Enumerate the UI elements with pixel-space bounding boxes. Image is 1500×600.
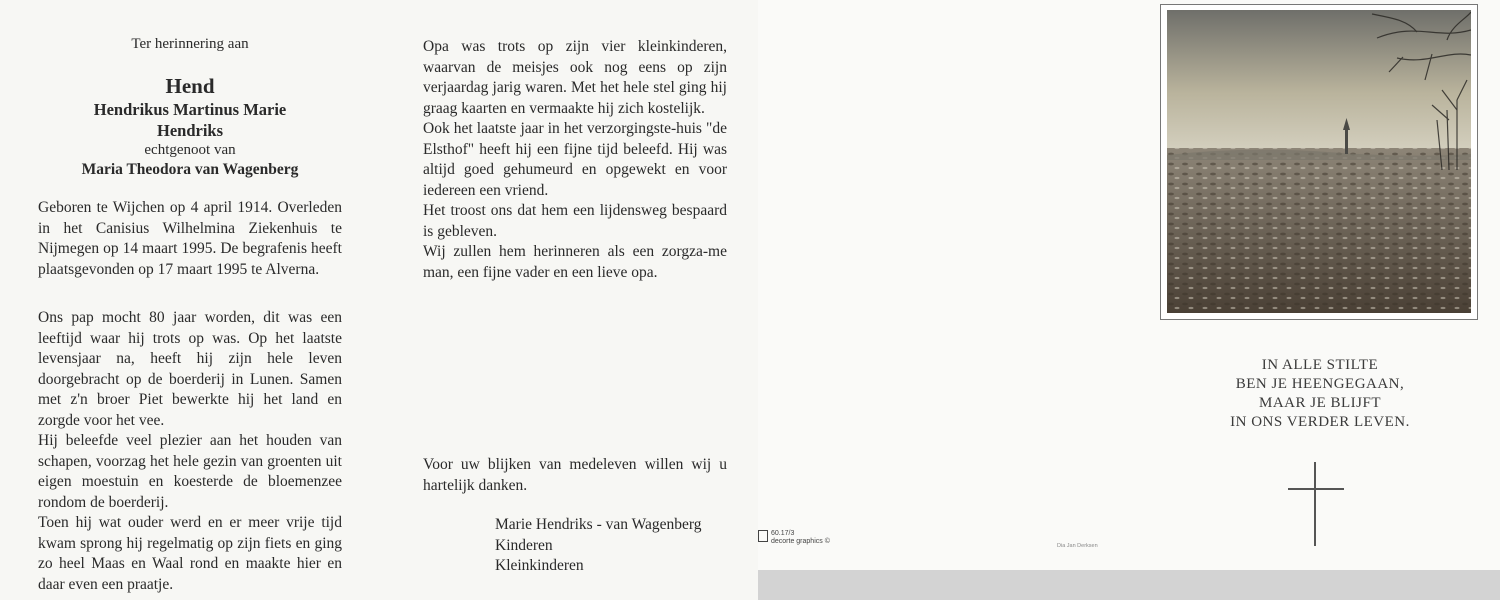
- printer-mark: [758, 530, 830, 546]
- quote-line: IN ALLE STILTE: [1261, 357, 1379, 373]
- life-story: [38, 308, 342, 595]
- memory-paragraph: Het troost ons dat hem een lijdensweg bespaard is gebleven.: [423, 202, 727, 240]
- signature-block: [495, 515, 745, 577]
- thanks-note: [423, 455, 727, 496]
- quote-line: MAAR JE BLIJFT: [1258, 395, 1381, 411]
- background-strip: [758, 570, 1500, 600]
- grandfather-memories: [423, 37, 727, 283]
- memory-paragraph: Wij zullen hem herinneren als een zorgza-me man, een fijne vader en een lieve opa.: [423, 243, 727, 281]
- full-name-line-2: Hendriks: [156, 121, 224, 140]
- heading-intro: Ter herinnering aan: [131, 36, 249, 52]
- full-name-line-1: Hendrikus Martinus Marie: [93, 100, 287, 119]
- biography-text: Geboren te Wijchen op 4 april 1914. Overleden in het Canisius Wilhelmina Ziekenhuis te Nijmegen op 14 maart 1995. De begrafenis heeft plaatsgevonden op 17 maart 1995 te Alverna.: [38, 199, 342, 278]
- spouse-name: Maria Theodora van Wagenberg: [81, 161, 299, 178]
- signature-line: Kleinkinderen: [495, 557, 584, 574]
- story-paragraph: Hij beleefde veel plezier aan het houden van schapen, voorzag het hele gezin van groenten uit eigen moestuin en koesterde de bloemenzee rondom de boerderij.: [38, 432, 342, 511]
- signature-line: Marie Hendriks - van Wagenberg: [495, 516, 702, 533]
- signature-line: Kinderen: [495, 536, 553, 554]
- quote-line: IN ONS VERDER LEVEN.: [1230, 414, 1410, 430]
- thanks-text: Voor uw blijken van medeleven willen wij u hartelijk danken.: [423, 456, 727, 494]
- spouse-label: echtgenoot van: [144, 142, 236, 158]
- story-paragraph: Ons pap mocht 80 jaar worden, dit was een leeftijd waar hij trots op was. Op het laatste levensjaar na, heeft hij zijn hele leven doorgebracht op de boerderij in Lunen. Samen met z'n broer Piet bewerkte hij het land en zorgde voor het vee.: [38, 309, 342, 429]
- quote-line: BEN JE HEENGEGAAN,: [1235, 376, 1405, 392]
- cross-icon: [1314, 462, 1316, 546]
- deceased-full-name: [60, 99, 320, 141]
- photo-credit: Dia Jan Derksen: [1057, 543, 1098, 549]
- field-landscape-image: [1167, 10, 1471, 313]
- memory-paragraph: Ook het laatste jaar in het verzorgingste-huis "de Elsthof" heeft hij een fijne tijd beleefd. Hij was altijd goed gehumeurd en opgewekt en voor iedereen een vriend.: [423, 120, 727, 199]
- deceased-nickname: Hend: [165, 74, 215, 98]
- story-paragraph: Toen hij wat ouder werd en er meer vrije tijd kwam sprong hij regelmatig op zijn fiets en ging zo heel Maas en Waal rond en maakte hier en daar even een praatje.: [38, 514, 342, 593]
- memory-paragraph: Opa was trots op zijn vier kleinkinderen, waarvan de meisjes ook nog eens op zijn verjaardag jarig waren. Met het hele stel ging hij graag kaarten en vermaakte hij zich kostelijk.: [423, 38, 727, 117]
- biography-paragraph: [38, 198, 342, 280]
- cross-icon-bar: [1288, 488, 1344, 490]
- printer-logo-icon: [758, 530, 768, 542]
- memorial-quote: [1170, 356, 1470, 432]
- landscape-photo: [1160, 4, 1478, 320]
- printer-code: 60.17/3: [771, 530, 795, 537]
- printer-brand: decorte graphics ©: [771, 538, 830, 545]
